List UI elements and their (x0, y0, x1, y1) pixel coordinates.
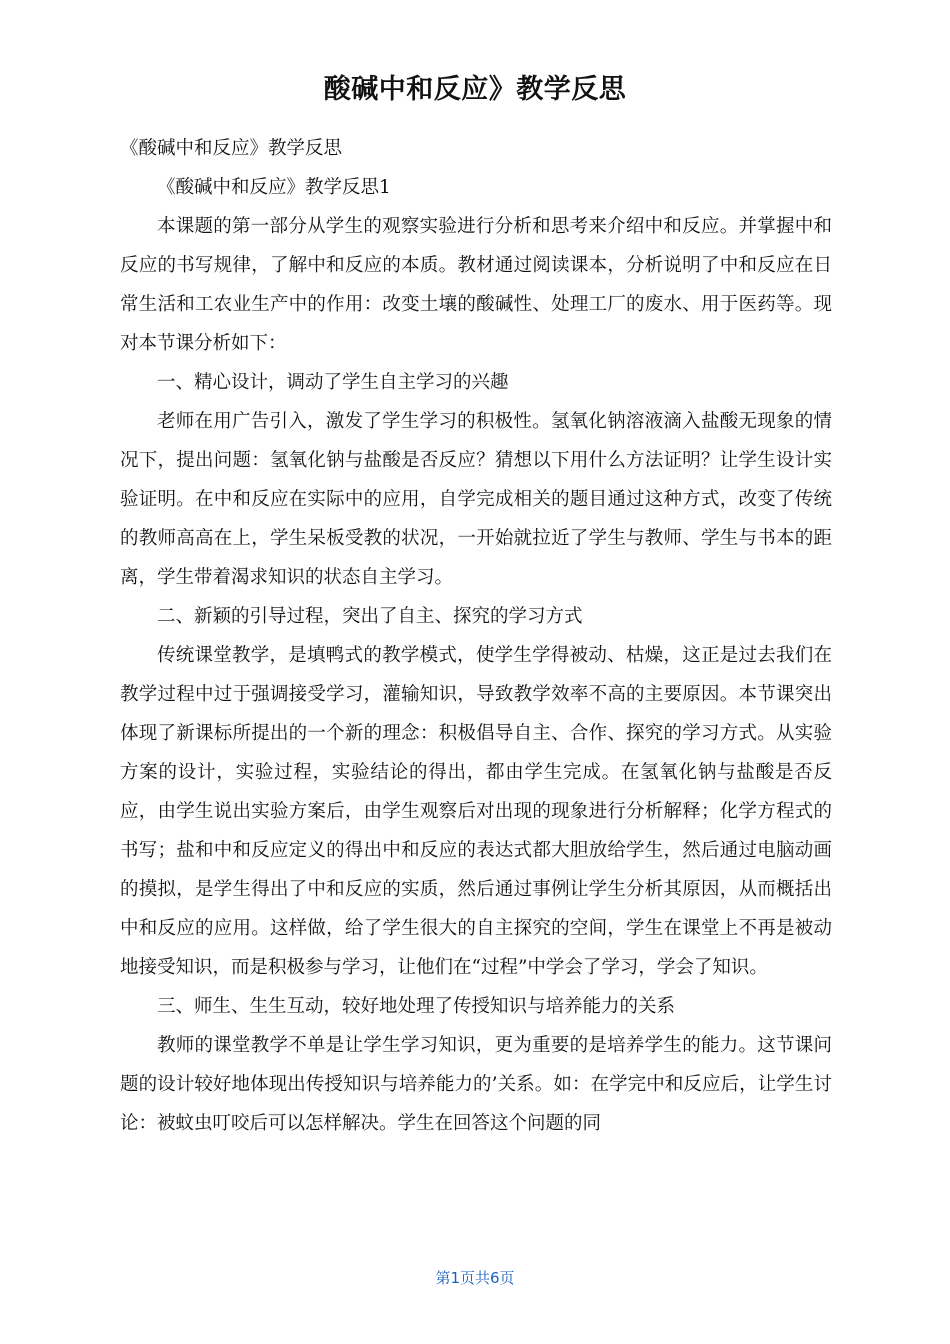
paragraph-body-two: 传统课堂教学，是填鸭式的教学模式，使学生学得被动、枯燥，这正是过去我们在教学过程中过于强调接受学习，灌输知识，导致教学效率不高的主要原因。本节课突出体现了新课标所提出的一个新的理念：积极倡导自主、合作、探究的学习方式。从实验方案的设计，实验过程，实验结论的得出，都由学生完成。在氢氧化钠与盐酸是否反应，由学生说出实验方案后，由学生观察后对出现的现象进行分析解释；化学方程式的书写；盐和中和反应定义的得出中和反应的表达式都大胆放给学生，然后通过电脑动画的摸拟，是学生得出了中和反应的实质，然后通过事例让学生分析其原因，从而概括出中和反应的应用。这样做，给了学生很大的自主探究的空间，学生在课堂上不再是被动地接受知识，而是积极参与学习，让他们在“过程”中学会了学习，学会了知识。 (120, 645, 832, 978)
paragraph-section-heading: 《酸碱中和反应》教学反思1 (157, 177, 391, 198)
paragraph-heading-three: 三、师生、生生互动，较好地处理了传授知识与培养能力的关系 (157, 996, 676, 1017)
paragraph-body-one: 老师在用广告引入，激发了学生学习的积极性。氢氧化钠溶液滴入盐酸无现象的情况下，提出问题：氢氧化钠与盐酸是否反应？猜想以下用什么方法证明？让学生设计实验证明。在中和反应在实际中的应用，自学完成相关的题目通过这种方式，改变了传统的教师高高在上，学生呆板受教的状况，一开始就拉近了学生与教师、学生与书本的距离，学生带着渴求知识的状态自主学习。 (120, 411, 832, 588)
document-body (120, 129, 832, 1143)
page-number-footer: 第1页共6页 (435, 1269, 515, 1287)
page-title: 酸碱中和反应》教学反思 (323, 74, 627, 105)
paragraph-heading-two: 二、新颖的引导过程，突出了自主、探究的学习方式 (157, 606, 583, 627)
paragraph-subtitle: 《酸碱中和反应》教学反思 (120, 138, 343, 159)
paragraph-body-three: 教师的课堂教学不单是让学生学习知识，更为重要的是培养学生的能力。这节课问题的设计较好地体现出传授知识与培养能力的’关系。如：在学完中和反应后，让学生讨论：被蚊虫叮咬后可以怎样解决。学生在回答这个问题的同 (120, 1035, 832, 1134)
paragraph-heading-one: 一、精心设计，调动了学生自主学习的兴趣 (157, 372, 509, 393)
paragraph-intro: 本课题的第一部分从学生的观察实验进行分析和思考来介绍中和反应。并掌握中和反应的书写规律，了解中和反应的本质。教材通过阅读课本，分析说明了中和反应在日常生活和工农业生产中的作用：改变土壤的酸碱性、处理工厂的废水、用于医药等。现对本节课分析如下： (120, 216, 832, 354)
